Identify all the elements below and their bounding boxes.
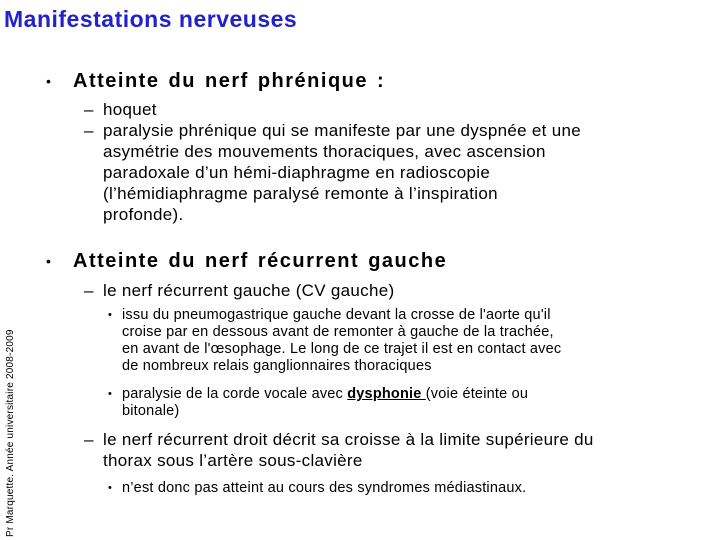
list-item-text: le nerf récurrent gauche (CV gauche) xyxy=(103,281,395,300)
list-item-paralysie-phrenique xyxy=(84,120,583,225)
section-phrenique-heading: Atteinte du nerf phrénique : xyxy=(73,70,386,92)
slide-title: Manifestations nerveuses xyxy=(4,6,298,32)
list-item-nerf-droit xyxy=(84,429,618,471)
list-item-text: le nerf récurrent droit décrit sa croisse à la limite supérieure du thorax sous l’artère sous-clavière xyxy=(103,430,594,470)
sublist-item-pneumogastrique xyxy=(108,307,562,375)
dysphonie-emphasis: dysphonie xyxy=(347,386,426,402)
dash-icon: – xyxy=(84,100,94,119)
sublist-item-dysphonie xyxy=(108,386,562,420)
dash-icon: – xyxy=(84,430,94,449)
sublist-item-text xyxy=(122,386,562,420)
list-item-text: paralysie phrénique qui se manifeste par une dyspnée et une asymétrie des mouvements thoraciques, avec ascension paradoxale d’un hémi-diaphragme en radioscopie (l’hémidiaphragme paralysé remonte à l’inspiration profonde). xyxy=(103,121,581,224)
bullet-icon: • xyxy=(108,388,112,400)
list-item-text: hoquet xyxy=(103,100,157,119)
sublist-item-text-prefix: paralysie de la corde vocale avec xyxy=(122,386,348,402)
list-item-hoquet xyxy=(84,99,157,120)
sublist-item-text: n’est donc pas atteint au cours des syndromes médiastinaux. xyxy=(122,480,527,496)
dash-icon: – xyxy=(84,281,94,300)
list-item-nerf-gauche xyxy=(84,280,394,301)
sublist-item-text-suffix: (voie éteinte ou bitonale) xyxy=(122,386,529,419)
bullet-icon: • xyxy=(108,482,112,494)
section-phrenique-heading-row xyxy=(46,69,385,93)
sublist-item-text: issu du pneumogastrique gauche devant la crosse de l'aorte qu'il croise par en dessous avant de remonter à gauche de la trachée, en avant de l'œsophage. Le long de ce trajet il est en contact avec de nombreux relais ganglionnaires thoraciques xyxy=(122,307,562,374)
bullet-icon: • xyxy=(46,73,51,89)
bullet-icon: • xyxy=(108,309,112,321)
credit-vertical-text: Pr Marquette. Année universitaire 2008-2009 xyxy=(5,329,16,537)
dash-icon: – xyxy=(84,121,94,140)
section-recurrent-heading-row xyxy=(46,249,447,273)
bullet-icon: • xyxy=(46,253,51,269)
section-recurrent-heading: Atteinte du nerf récurrent gauche xyxy=(73,250,448,272)
sublist-item-mediastinaux xyxy=(108,480,526,497)
